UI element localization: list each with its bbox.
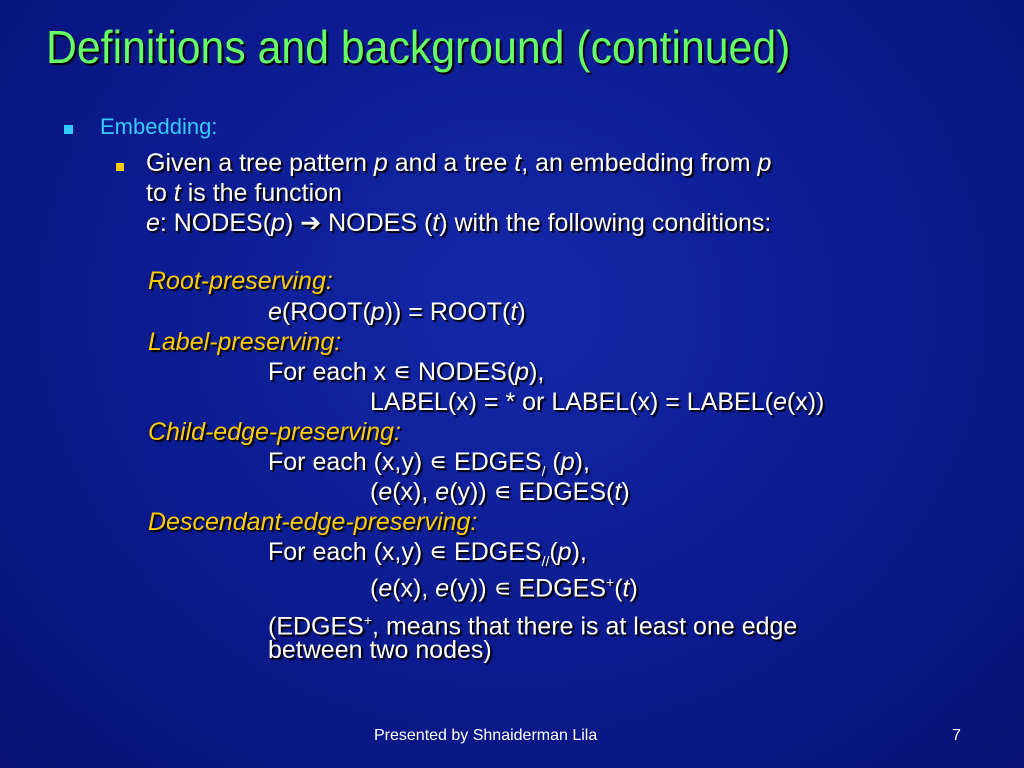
- child-foreach: For each (x,y) ∊ $EDGES_/$ (p),: [268, 448, 590, 479]
- descendant-edge-preserving-label: Descendant-edge-preserving:: [148, 508, 478, 536]
- to-line: to t is the function: [146, 179, 342, 207]
- label-preserving-label: Label-preserving:: [148, 328, 342, 356]
- level2-bullet-icon: [116, 163, 124, 171]
- given-line: Given a tree pattern p and a tree t, an embedding from p: [146, 149, 772, 177]
- label-equation: LABEL(x) = * or LABEL(x) = LABEL(e(x)): [370, 388, 825, 416]
- child-equation: (e(x), e(y)) ∊ EDGES(t): [370, 478, 630, 506]
- level1-bullet-icon: [64, 125, 73, 134]
- descendant-equation: (e(x), e(y)) ∊ EDGES+(t): [370, 574, 638, 603]
- bullet-embedding: Embedding:: [100, 114, 218, 139]
- root-equation: e(ROOT(p)) = ROOT(t): [268, 298, 526, 326]
- slide-title: Definitions and background (continued): [46, 21, 791, 73]
- descendant-foreach: For each (x,y) ∊ $EDGES_{//}(p)$,: [268, 538, 587, 569]
- root-preserving-label: Root-preserving:: [148, 267, 333, 295]
- footer-presenter: Presented by Shnaiderman Lila: [374, 727, 598, 744]
- function-line: e: NODES(p) ➔ NODES (t) with the following conditions:: [146, 209, 772, 237]
- edges-plus-note: (EDGES+, means that there is at least one edge: [268, 612, 798, 641]
- child-edge-preserving-label: Child-edge-preserving:: [148, 418, 401, 446]
- label-foreach: For each x ∊ NODES(p),: [268, 358, 545, 386]
- slide-number: 7: [952, 727, 961, 744]
- edges-plus-note-continued: between two nodes): [268, 636, 492, 664]
